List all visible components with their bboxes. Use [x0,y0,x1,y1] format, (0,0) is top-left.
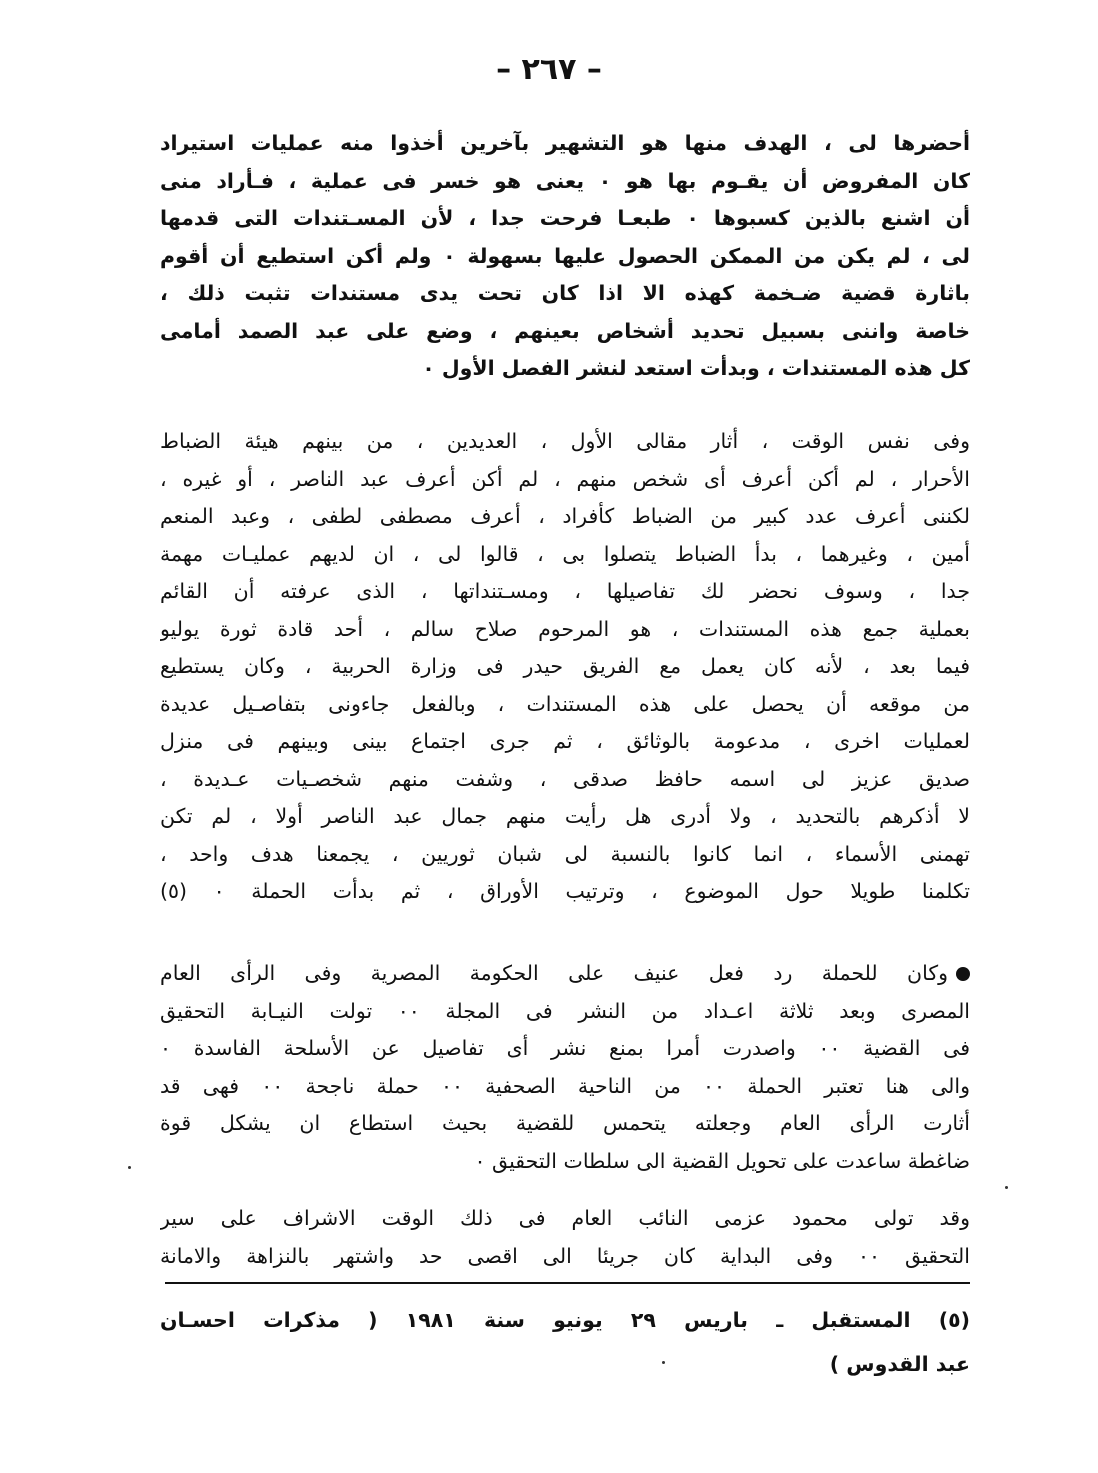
paragraph-3 [160,955,970,1180]
text-line: أمين ، وغيرهما ، بدأ الضباط يتصلوا بى ، قالوا لى ، ان لديهم عمليـات مهمة [160,541,970,566]
text-line: كل هذه المستندات ، وبدأت استعد لنشر الفصل الأول ٠ [422,356,970,380]
text-line: جدا ، وسوف نحضر لك تفاصيلها ، ومسـتنداتها ، الذى عرفته أن القائم [160,579,970,603]
scan-speck [662,1361,665,1364]
text-line: خاصة واننى بسبيل تحديد أشخاص بعينهم ، وضع على عبد الصمد أمامى [160,318,970,343]
scan-speck [128,1166,131,1169]
text-line: تكلمنا طويلا حول الموضوع ، وترتيب الأوراق ، ثم بدأت الحملة ٠ (٥) [160,879,970,903]
text-line: ضاغطة ساعدت على تحويل القضية الى سلطات التحقيق ٠ [474,1148,970,1173]
text-line: الأحرار ، لم أكن أعرف أى شخص منهم ، لم أكن أعرف عبد الناصر ، أو غيره ، [160,466,970,491]
text-line: لى ، لم يكن من الممكن الحصول عليها بسهولة ٠ ولم أكن استطيع أن أقوم [160,243,970,268]
text-line: التحقيق ٠٠ وفى البداية كان جريئا الى اقصى حد واشتهر بالنزاهة والامانة [160,1243,970,1268]
text-line: تهمنى الأسماء ، انما كانوا بالنسبة لى شبان ثوريين ، يجمعنا هدف واحد ، [160,841,970,866]
text-line: فيما بعد ، لأنه كان يعمل مع الفريق حيدر فى وزارة الحربية ، وكان يستطيع [160,654,970,678]
text-line: لعمليات اخرى ، مدعومة بالوثائق ، ثم جرى اجتماع بينى وبينهم فى منزل [160,729,970,753]
text-line: وقد تولى محمود عزمى النائب العام فى ذلك الوقت الاشراف على سير [160,1206,970,1230]
footnote-line: (٥) المستقبل ـ باريس ٢٩ يونيو سنة ١٩٨١ ( مذكرات احسـان [160,1308,970,1332]
text-line: بعملية جمع هذه المستندات ، هو المرحوم صلاح سالم ، أحد قادة ثورة يوليو [160,616,970,641]
footnote-line: عبد القدوس ) [829,1352,970,1376]
text-line: صديق عزيز لى اسمه حافظ صدقى ، وشفت منهم شخصـيات عـديدة ، [160,766,970,791]
text-line: أثارت الرأى العام وجعلته يتحمس للقضية بحيث استطاع ان يشكل قوة [160,1111,970,1135]
text-line: أحضرها لى ، الهدف منها هو التشهير بآخرين أخذوا منه عمليات استيراد [160,131,970,155]
text-line: المصرى وبعد ثلاثة اعـداد من النشر فى المجلة ٠٠ تولت النيـابة التحقيق [160,998,970,1023]
text-line: والى هنا تعتبر الحملة ٠٠ من الناحية الصحفية ٠٠ حملة ناجحة ٠٠ فهى قد [160,1073,970,1098]
scan-speck [1005,1186,1008,1189]
footnote [160,1298,970,1386]
paragraph-4 [160,1200,970,1275]
page-number: – ٢٦٧ – [496,52,602,87]
paragraph-2 [160,423,970,911]
text-line: وكان للحملة رد فعل عنيف على الحكومة المصرية وفى الرأى العام [160,961,948,985]
text-line: أن اشنع بالذين كسبوها ٠ طبعـا فرحت جدا ، لأن المسـتندات التى قدمها [160,206,970,230]
text-line: باثارة قضية ضـخمة كهذه الا اذا كان تحت يدى مستندات تثبت ذلك ، [160,281,970,305]
footnote-divider [165,1282,970,1284]
text-line: لكننى أعرف عدد كبير من الضباط كأفراد ، أعرف مصطفى لطفى ، وعبد المنعم [160,504,970,528]
text-line: كان المفروض أن يقـوم بها هو ٠ يعنى هو خسر فى عملية ، فـأراد منى [160,168,970,193]
paragraph-1 [160,125,970,388]
text-line: فى القضية ٠٠ واصدرت أمرا بمنع نشر أى تفاصيل عن الأسلحة الفاسدة ٠ [160,1036,970,1060]
text-line: من موقعه أن يحصل على هذه المستندات ، وبالفعل جاءونى بتفاصـيل عديدة [160,691,970,716]
text-line-first [160,955,970,993]
text-line: لا أذكرهم بالتحديد ، ولا أدرى هل رأيت منهم جمال عبد الناصر أولا ، لم تكن [160,804,970,828]
text-line: وفى نفس الوقت ، أثار مقالى الأول ، العديدين ، من بينهم هيئة الضباط [160,429,970,453]
bullet-icon [956,967,970,981]
